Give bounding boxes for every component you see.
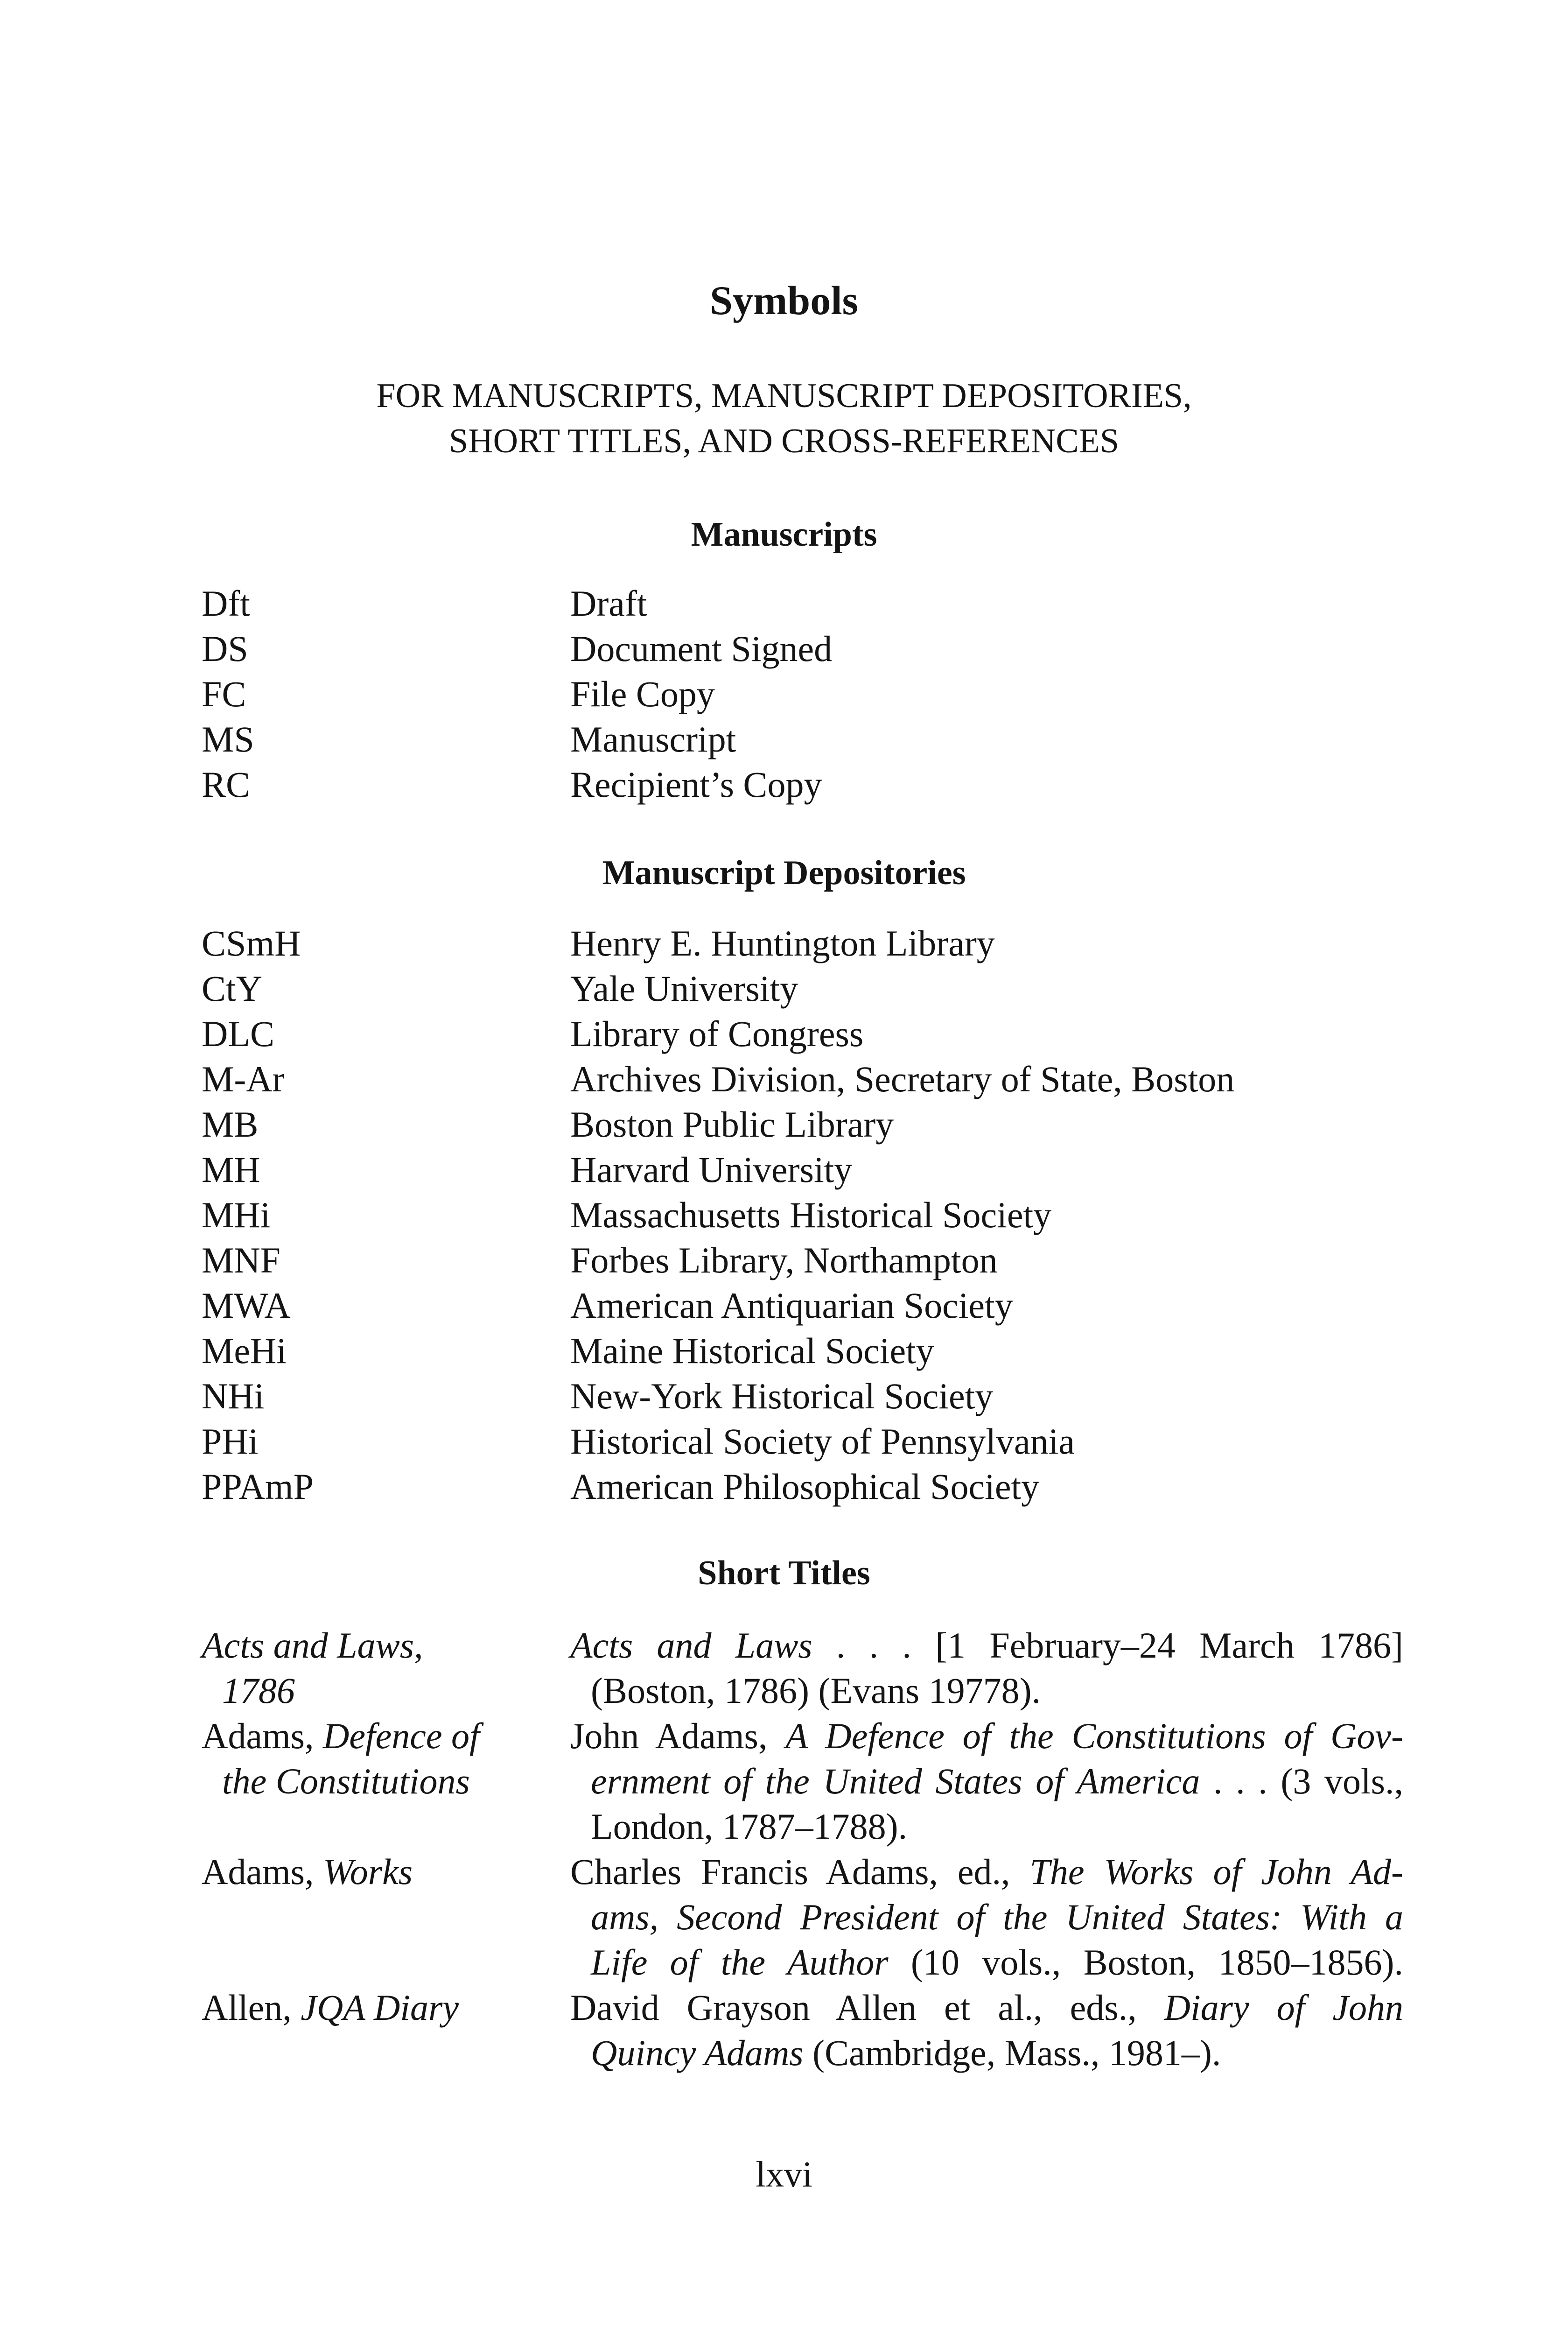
list-item: [202, 717, 1396, 762]
list-item: [202, 1419, 1396, 1464]
citation-text: (10 vols., Boston, 1850–1856).: [888, 1942, 1403, 1982]
citation-text: The Works of John Ad-: [1029, 1851, 1403, 1892]
list-item: [202, 1192, 1396, 1237]
abbreviation: PHi: [202, 1421, 259, 1462]
citation-text: Life of the Author: [591, 1942, 889, 1982]
abbreviation: PPAmP: [202, 1466, 314, 1507]
description: Historical Society of Pennsylvania: [570, 1421, 1075, 1462]
citation-text: Quincy Adams: [591, 2032, 804, 2073]
citation-text: ernment of the United States of America: [591, 1761, 1200, 1801]
key-text: Works: [322, 1851, 413, 1892]
section-heading-depositories: Manuscript Depositories: [602, 854, 966, 892]
key-text: Adams,: [202, 1715, 323, 1756]
abbreviation: MHi: [202, 1195, 271, 1235]
short-title-key: [202, 1985, 570, 2075]
list-item: [202, 581, 1396, 626]
description: Maine Historical Society: [570, 1330, 934, 1371]
short-title-citation: [570, 1623, 1403, 1713]
abbreviation: MWA: [202, 1285, 291, 1326]
list-item: [202, 1147, 1396, 1192]
description: Document Signed: [570, 628, 833, 669]
abbreviation: DLC: [202, 1013, 274, 1054]
key-text: Allen,: [202, 1987, 301, 2028]
list-item: [202, 626, 1396, 671]
citation-text: Charles Francis Adams, ed.,: [570, 1851, 1030, 1892]
abbreviation: Dft: [202, 583, 250, 624]
abbreviation: NHi: [202, 1376, 265, 1416]
list-item: [202, 1328, 1396, 1373]
description: Forbes Library, Northampton: [570, 1240, 998, 1280]
abbreviation: MH: [202, 1149, 260, 1190]
subtitle-line: FOR MANUSCRIPTS, MANUSCRIPT DEPOSITORIES,: [376, 377, 1192, 415]
list-item: [202, 1373, 1396, 1419]
description: Massachusetts Historical Society: [570, 1195, 1052, 1235]
key-text: Defence of: [322, 1715, 480, 1756]
short-title-key: [202, 1849, 570, 1985]
subtitle-line: SHORT TITLES, AND CROSS-REFERENCES: [448, 422, 1120, 460]
description: Henry E. Huntington Library: [570, 923, 995, 963]
description: Archives Division, Secretary of State, Boston: [570, 1059, 1235, 1099]
key-text: the Constitutions: [222, 1761, 470, 1801]
short-title-citation: [570, 1849, 1403, 1985]
short-title-citation: [570, 1985, 1403, 2075]
list-item: [202, 1011, 1396, 1056]
citation-text: ams, Second President of the United States: With a: [591, 1897, 1403, 1937]
citation-text: Acts and Laws: [570, 1625, 812, 1666]
list-item: [202, 966, 1396, 1011]
citation-text: . . . [1 February–24 March 1786]: [812, 1625, 1403, 1666]
abbreviation: CtY: [202, 968, 263, 1009]
page-subtitle: [0, 373, 1568, 464]
page-title: Symbols: [710, 278, 858, 323]
description: File Copy: [570, 674, 715, 714]
short-title-key: [202, 1623, 570, 1713]
description: Harvard University: [570, 1149, 853, 1190]
manuscripts-list: [202, 581, 1396, 807]
abbreviation: MS: [202, 719, 254, 759]
list-item: [202, 1283, 1396, 1328]
page-number: lxvi: [756, 2154, 812, 2194]
short-titles-list: [202, 1623, 1403, 2075]
citation-text: London, 1787–1788).: [591, 1806, 908, 1847]
list-item: [202, 1623, 1403, 1713]
abbreviation: CSmH: [202, 923, 301, 963]
abbreviation: FC: [202, 674, 246, 714]
description: American Philosophical Society: [570, 1466, 1040, 1507]
list-item: [202, 921, 1396, 966]
list-item: [202, 1849, 1403, 1985]
list-item: [202, 1985, 1403, 2075]
depositories-list: [202, 921, 1396, 1509]
list-item: [202, 1237, 1396, 1283]
abbreviation: MNF: [202, 1240, 281, 1280]
short-title-citation: [570, 1713, 1403, 1849]
description: Manuscript: [570, 719, 736, 759]
list-item: [202, 671, 1396, 717]
abbreviation: DS: [202, 628, 248, 669]
abbreviation: RC: [202, 764, 251, 805]
description: Library of Congress: [570, 1013, 864, 1054]
list-item: [202, 1102, 1396, 1147]
short-title-key: [202, 1713, 570, 1849]
key-text: JQA Diary: [301, 1987, 459, 2028]
key-text: Adams,: [202, 1851, 323, 1892]
description: American Antiquarian Society: [570, 1285, 1013, 1326]
section-heading-manuscripts: Manuscripts: [691, 515, 877, 554]
list-item: [202, 1056, 1396, 1102]
description: Draft: [570, 583, 647, 624]
list-item: [202, 762, 1396, 807]
abbreviation: MeHi: [202, 1330, 287, 1371]
citation-text: . . . (3 vols.,: [1200, 1761, 1403, 1801]
list-item: [202, 1713, 1403, 1849]
abbreviation: MB: [202, 1104, 259, 1145]
description: Boston Public Library: [570, 1104, 894, 1145]
citation-text: A Defence of the Constitutions of Gov-: [785, 1715, 1403, 1756]
description: New-York Historical Society: [570, 1376, 994, 1416]
section-heading-short-titles: Short Titles: [698, 1554, 870, 1592]
citation-text: John Adams,: [570, 1715, 786, 1756]
citation-text: Diary of John: [1164, 1987, 1403, 2028]
abbreviation: M-Ar: [202, 1059, 285, 1099]
key-text: Acts and Laws,: [202, 1625, 423, 1666]
description: Yale University: [570, 968, 798, 1009]
citation-text: (Cambridge, Mass., 1981–).: [803, 2032, 1221, 2073]
description: Recipient’s Copy: [570, 764, 822, 805]
citation-text: David Grayson Allen et al., eds.,: [570, 1987, 1164, 2028]
key-text: 1786: [222, 1670, 295, 1711]
citation-text: (Boston, 1786) (Evans 19778).: [591, 1670, 1041, 1711]
list-item: [202, 1464, 1396, 1509]
